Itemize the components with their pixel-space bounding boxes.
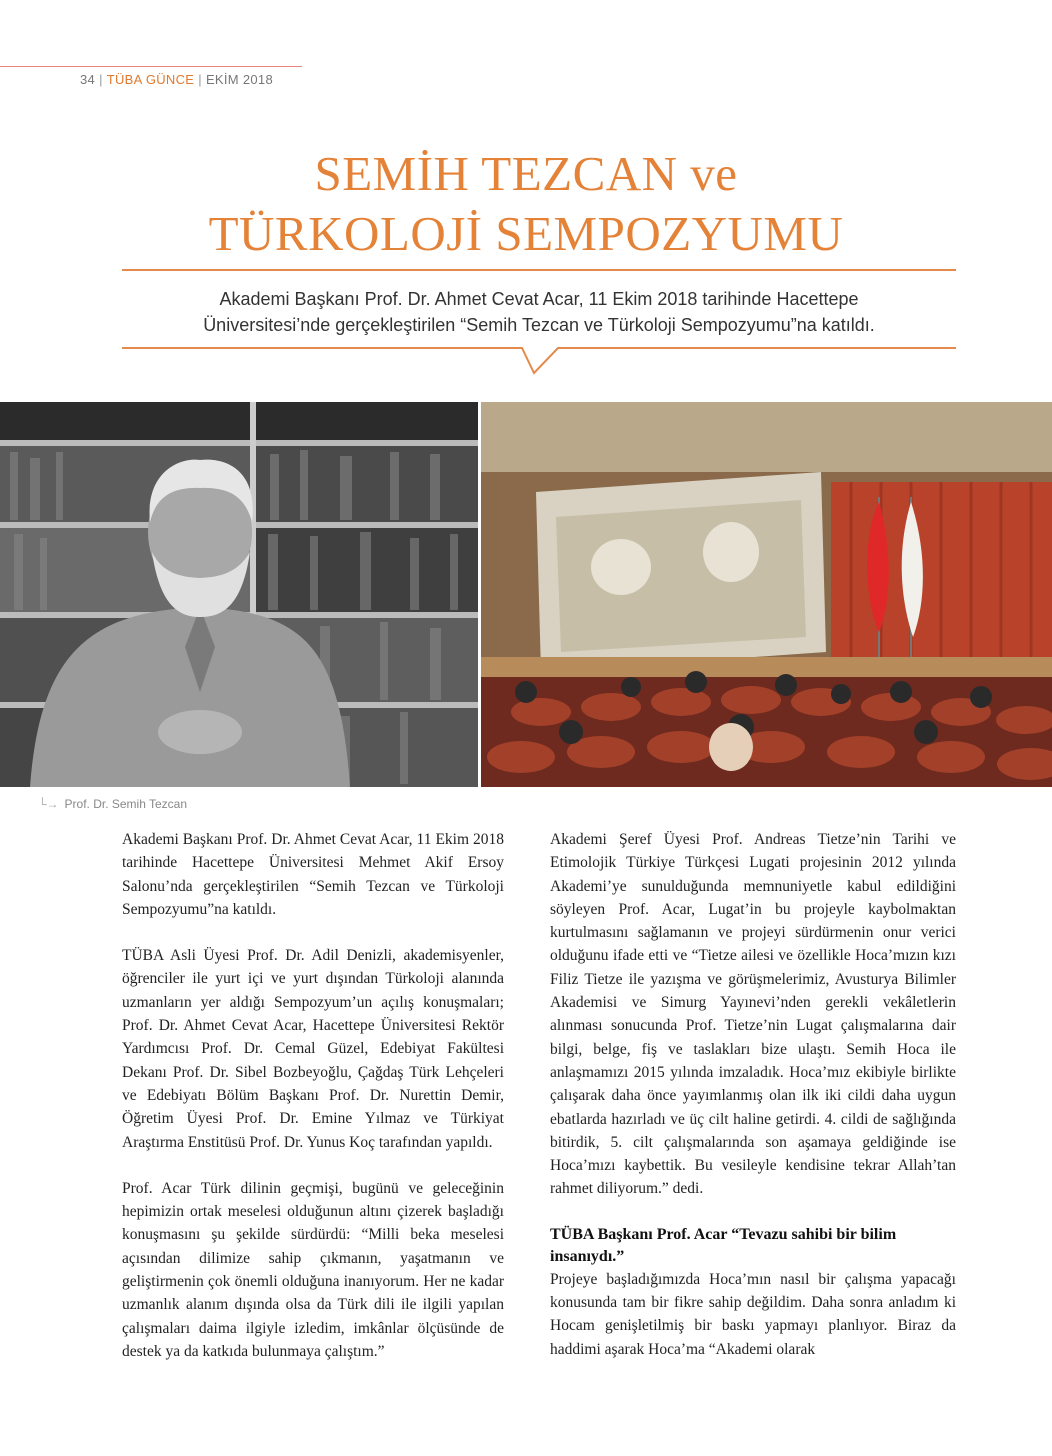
page-number: 34 [80,72,96,87]
paragraph: Akademi Başkanı Prof. Dr. Ahmet Cevat Acar, 11 Ekim 2018 tarihinde Hacettepe Üniversitesi Mehmet Akif Ersoy Salonu’nda gerçekleştirilen “Semih Tezcan ve Türkoloji Sempozyumu”na katıldı. [122,831,504,918]
publication-name: TÜBA GÜNCE [106,72,195,87]
page-header [80,72,273,87]
paragraph: Akademi Şeref Üyesi Prof. Andreas Tietze’nin Tarihi ve Etimolojik Türkiye Türkçesi Lugati projesinin 2012 yılında Akademi’ye sunulduğunda memnuniyetle kabul edildiğini söyleyen Prof. Acar, Lugat’in bu projeyle kaybolmaktan kurtulmasını sağlamanın ve projeyi sürdürmenin onur verici olduğunu ifade etti ve “Tietze ailesi ve özellikle Hoca’mızın kızı Filiz Tietze ile yazışma ve görüşmelerimiz, Avusturya Bilimler Akademisi ve Simurg Yayınevi’nden gerekli vekâletlerin alınması sonucunda Prof. Tietze’nin Lugat çalışmalarına dair bilgi, belge, fiş ve taslakları bize ulaştı. Semih Hoca ile anlaşmamızı 2015 yılında imzaladık. Hoca’mız ekibiyle birlikte çalışarak daha önce yayımlanmış olan ilk iki cildi daha uygun ebatlarda hazırladı ve üç cilt haline getirdi. 4. cildi de sağlığında bitirdik, 5. cilt çalışmalarında son aşamaya geldiğinde ise Hoca’mızı kaybettik. Bu vesileyle kendisine tekrar Allah’tan rahmet diliyorum.” dedi. [550,831,956,1198]
lead-line-2: Üniversitesi’nde gerçekleştirilen “Semih Tezcan ve Türkoloji Sempozyumu”na katıldı. [203,315,875,335]
photo-caption [38,797,187,811]
speech-bubble-rule [122,340,956,380]
header-rule [0,66,302,67]
title-rule [122,269,956,271]
header-separator: | [198,72,202,87]
paragraph: Projeye başladığımızda Hoca’mın nasıl bir çalışma yapacağı konusunda tam bir fikre sahip değildim. Daha sonra anladım ki Hocam genişletilmiş bir baskı yapmayı planlıyor. Biraz da haddimi aşarak Hoca’ma “Akademi olarak [550,1270,956,1358]
header-separator: | [99,72,103,87]
article-title-line-2: TÜRKOLOJİ SEMPOZYUMU [208,206,844,261]
section-heading: TÜBA Başkanı Prof. Acar “Tevazu sahibi bir bilim insanıydı.” [550,1225,897,1265]
auditorium-photo [481,402,1052,787]
audience [481,671,1052,787]
caption-text: Prof. Dr. Semih Tezcan [64,797,188,811]
paragraph: TÜBA Asli Üyesi Prof. Dr. Adil Denizli, akademisyenler, öğrenciler ile yurt içi ve yurt dışından Türkoloji alanında uzmanların yer aldığı Sempozyum’un açılış konuşmaları; Prof. Dr. Ahmet Cevat Acar, Hacettepe Üniversitesi Rektör Yardımcısı Prof. Dr. Cemal Güzel, Edebiyat Fakültesi Dekanı Prof. Dr. Sibel Bozbeyoğlu, Çağdaş Türk Lehçeleri ve Edebiyatı Bölüm Başkanı Prof. Dr. Nurettin Demir, Öğretim Üyesi Prof. Dr. Emine Yılmaz ve Türkiyat Araştırma Enstitüsü Prof. Dr. Yunus Koç tarafından yapıldı. [122,947,504,1151]
body-column-right [550,828,956,1361]
caption-arrow-icon: └→ [38,797,59,811]
article-title-line-1: SEMİH TEZCAN ve [314,146,738,201]
portrait-photo [0,402,478,787]
body-column-left [122,828,504,1386]
paragraph: Prof. Acar Türk dilinin geçmişi, bugünü ve geleceğinin hepimizin ortak meselesi olduğunun altını çizerek başladığı konuşmasını şu şekilde sürdürdü: “Milli beka meselesi açısından dilimize sahip çıkmanın, yaşatmanın ve geliştirmenin çok önemli olduğuna inanıyorum. Her ne kadar uzmanlık alanım dışında olsa da Türk dili ile ilgili yapılan çalışmaları daima ilgiyle izledim, imkânlar ölçüsünde de destek ya da katkıda bulunmaya çalıştım.” [122,1179,504,1360]
lead-line-1: Akademi Başkanı Prof. Dr. Ahmet Cevat Acar, 11 Ekim 2018 tarihinde Hacettepe [219,289,859,309]
projection-screen [536,472,826,672]
issue-date: EKİM 2018 [205,72,273,87]
